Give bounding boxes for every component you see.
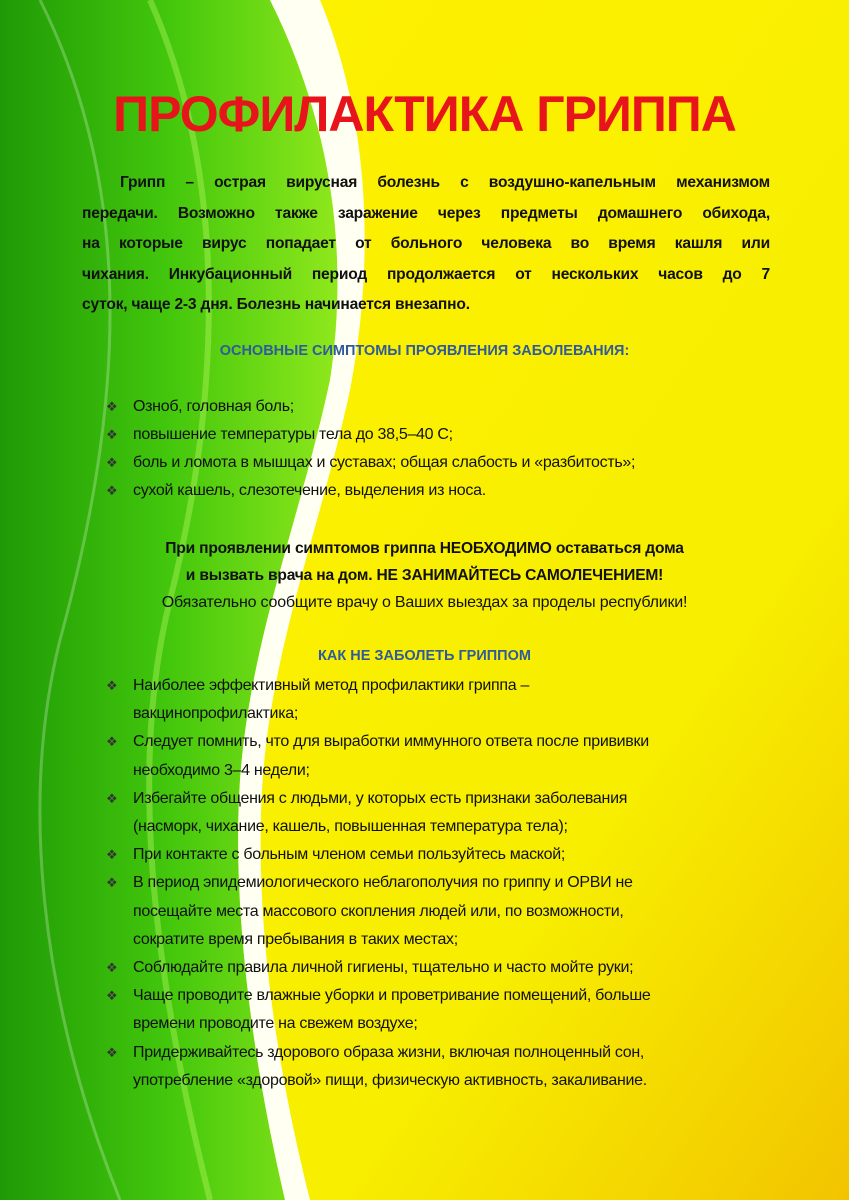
bullet-icon: ❖ [106,427,118,442]
prevention-heading: КАК НЕ ЗАБОЛЕТЬ ГРИППОМ [318,648,531,664]
bullet-icon: ❖ [106,847,118,863]
list-item-text: Следует помнить, что для выработки иммунного ответа после прививки [133,733,649,751]
list-item [106,982,650,1038]
symptoms-list [106,393,635,505]
list-item-text: Придерживайтесь здорового образа жизни, включая полноценный сон, [133,1043,645,1061]
bullet-icon: ❖ [106,960,118,976]
list-item-text: сухой кашель, слезотечение, выделения из носа. [133,482,486,499]
list-item-text: необходимо 3–4 недели; [133,761,310,779]
intro-line: на которые вирус попадает от больного человека во время кашля или [82,235,770,252]
notice-line: Обязательно сообщите врачу о Ваших выездах за проделы республики! [161,594,688,611]
list-item-text: Чаще проводите влажные уборки и проветривание помещений, больше [133,987,651,1005]
list-item [106,1039,650,1095]
list-item [106,449,635,477]
list-item-text: повышение температуры тела до 38,5–40 С; [133,426,453,443]
prevention-list [106,672,650,1095]
list-item [106,869,650,954]
list-item-text: вакцинопрофилактика; [133,705,298,723]
intro-line: чихания. Инкубационный период продолжается от нескольких часов до 7 [82,265,770,283]
notice-line: и вызвать врача на дом. НЕ ЗАНИМАЙТЕСЬ САМОЛЕЧЕНИЕМ! [185,567,664,584]
list-item [106,785,650,841]
list-item-text: В период эпидемиологического неблагополучия по гриппу и ОРВИ не [133,874,633,892]
list-item-text: (насморк, чихание, кашель, повышенная температура тела); [133,818,568,836]
list-item-text: сократите время пребывания в таких местах; [133,930,458,948]
list-item-text: боль и ломота в мышцах и суставах; общая слабость и «разбитость»; [133,454,636,471]
list-item [106,393,635,421]
intro-line: передачи. Возможно также заражение через предметы домашнего обихода, [82,204,770,222]
notice-block [0,535,849,616]
symptoms-heading: ОСНОВНЫЕ СИМПТОМЫ ПРОЯВЛЕНИЯ ЗАБОЛЕВАНИЯ: [219,343,630,359]
list-item-text: употребление «здоровой» пищи, физическую активность, закаливание. [133,1071,647,1089]
bullet-icon: ❖ [106,988,118,1004]
bullet-icon: ❖ [106,678,118,693]
bullet-icon: ❖ [106,790,118,806]
list-item [106,477,635,505]
list-item-text: Соблюдайте правила личной гигиены, тщательно и часто мойте руки; [133,959,634,977]
list-item [106,841,650,869]
bullet-icon: ❖ [106,1044,118,1060]
bullet-icon: ❖ [106,875,118,891]
poster-title: ПРОФИЛАКТИКА ГРИППА [113,86,736,142]
intro-line: суток, чаще 2-3 дня. Болезнь начинается внезапно. [82,296,470,313]
list-item-text: При контакте с больным членом семьи пользуйтесь маской; [133,846,566,864]
bullet-icon: ❖ [106,734,118,750]
list-item-text: времени проводите на свежем воздухе; [133,1015,418,1033]
notice-line: При проявлении симптомов гриппа НЕОБХОДИМО оставаться дома [165,540,684,557]
list-item [106,728,650,784]
list-item-text: посещайте места массового скопления людей или, по возможности, [133,902,624,920]
bullet-icon: ❖ [106,455,118,470]
intro-paragraph [82,168,770,321]
list-item-text: Наиболее эффективный метод профилактики гриппа – [133,677,530,694]
list-item-text: Озноб, головная боль; [133,398,294,415]
list-item [106,954,650,982]
bullet-icon: ❖ [106,399,118,414]
list-item [106,421,635,449]
bullet-icon: ❖ [106,483,118,498]
list-item [106,672,650,728]
intro-line: Грипп – острая вирусная болезнь с воздушно-капельным механизмом [120,174,770,191]
list-item-text: Избегайте общения с людьми, у которых есть признаки заболевания [133,789,628,807]
